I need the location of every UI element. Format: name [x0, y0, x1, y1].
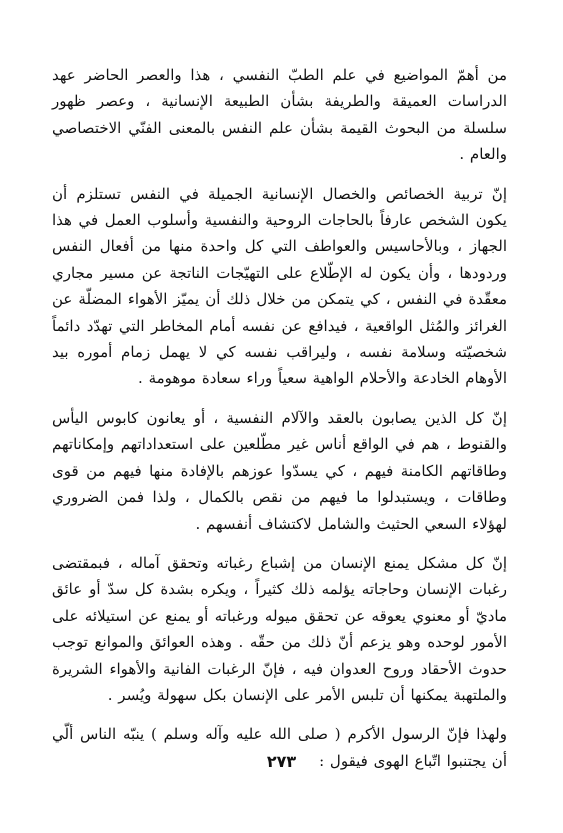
paragraph-continuation: من أهمّ المواضيع في علم الطبّ النفسي ، هذا والعصر الحاضر عهد الدراسات العميقة والطريفة بشأن الطبيعة الإنسانية ، وعصر ظهور سلسلة من البحوث القيمة بشأن علم النفس بالمعنى الفنّي الاختصاصي والعام .: [52, 66, 507, 164]
paragraph-prophet-quote-intro: ولهذا فإنّ الرسول الأكرم ( صلى الله عليه وآله وسلم ) ينبّه الناس ألّي أن يجتنبوا اتّباع الهوى فيقول :: [52, 725, 507, 770]
paragraph-psychological-complexes: إنّ كل الذين يصابون بالعقد والآلام النفسية ، أو يعانون كابوس اليأس والقنوط ، هم في الواقع أناس غير مطّلعين على استعداداتهم وإمكاناتهم وطاقاتهم الكامنة فيهم ، كي يسدّوا عوزهم بالإفادة منها فيهم من قوى وطاقات ، ويستبدلوا ما فيهم من نقص بالكمال ، ولذا فمن الضروري لهؤلاء السعي الحثيث والشامل لاكتشاف أنفسهم .: [52, 408, 507, 533]
paragraph-self-knowledge: إنّ تربية الخصائص والخصال الإنسانية الجميلة في النفس تستلزم أن يكون الشخص عارفاً بالحاجات الروحية والنفسية وأسلوب العمل في هذا الجهاز ، وبالأحاسيس والعواطف التي كل واحدة منها من أفعال النفس وردودها ، وأن يكون له الإطّلاع على التهيّجات الناتجة عن مسير مجاري معقّدة في النفس ، كي يتمكن من خلال ذلك أن يميّز الأهواء المضلّة عن الغرائز والمُثل الواقعية ، فيدافع عن نفسه أمام المخاطر التي تهدّد دائماً شخصيّته وسلامة نفسه ، وليراقب نفسه كي لا يهمل زمام أموره بيد الأوهام الخادعة والأحلام الواهية سعياً وراء سعادة موهومة .: [52, 184, 507, 388]
page-number: ٢٧٣: [266, 752, 297, 771]
paragraph-obstacles-desires: إنّ كل مشكل يمنع الإنسان من إشباع رغباته وتحقق آماله ، فبمقتضى رغبات الإنسان وحاجاته يؤلمه ذلك كثيراً ، ويكره بشدة كل سدّ أو عائق ماديّ أو معنوي يعوقه عن تحقق ميوله ورغباته أو يمنع عن استيلائه على الأمور لوحده وهو يزعم أنّ ذلك من حقّه . وهذه العوائق والموانع توجب حدوث الأحقاد وروح العدوان فيه ، فإنّ الرغبات الفانية والأهواء الشريرة والملتهبة يمكنها أن تلبس الأمر على الإنسان بكل سهولة ويُسر .: [52, 553, 507, 704]
